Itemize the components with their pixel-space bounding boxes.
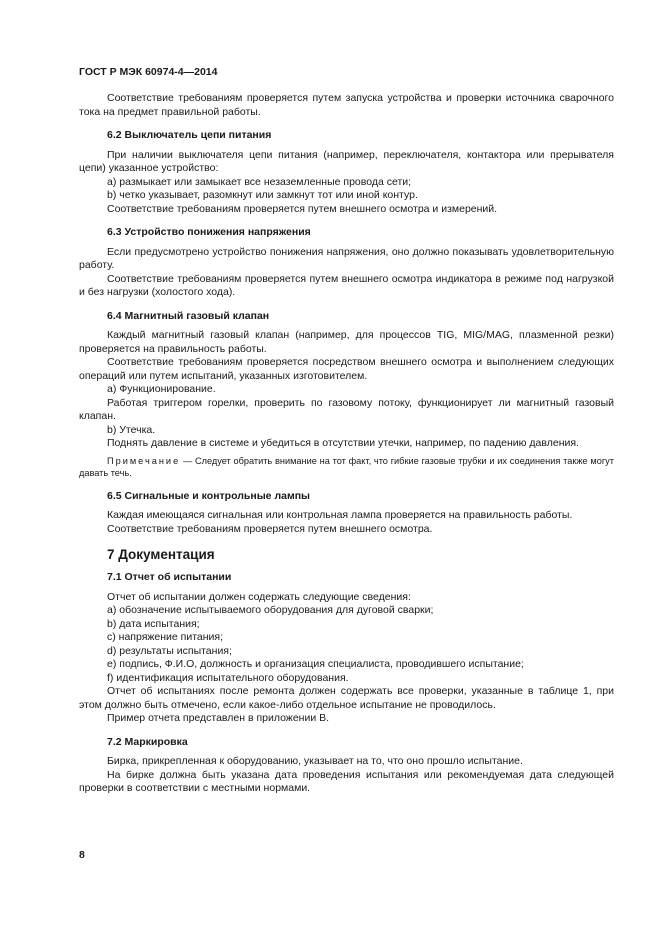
paragraph: Пример отчета представлен в приложении В. <box>107 712 330 724</box>
section-heading: 6.2 Выключатель цепи питания <box>107 129 272 141</box>
paragraph: Поднять давление в системе и убедиться в отсутствии утечки, например, по падению давления. <box>107 437 579 449</box>
list-item: a) размыкает или замыкает все незаземленные провода сети; <box>107 175 412 188</box>
list-item: e) подпись, Ф.И.О, должность и организация специалиста, проводившего испытание; <box>107 658 524 670</box>
section-heading: 7.1 Отчет об испытании <box>107 571 232 583</box>
page-number: 8 <box>79 849 85 861</box>
section-heading: 7.2 Маркировка <box>107 735 188 748</box>
document-body <box>79 92 614 796</box>
section-heading: 6.5 Сигнальные и контрольные лампы <box>107 489 311 502</box>
list-item: d) результаты испытания; <box>107 644 232 657</box>
list-item: f) идентификация испытательного оборудования. <box>107 671 349 684</box>
note <box>79 455 614 480</box>
paragraph: Соответствие требованиям проверяется путем внешнего осмотра и измерений. <box>107 202 498 215</box>
list-item: b) дата испытания; <box>107 617 200 630</box>
section-heading: 6.3 Устройство понижения напряжения <box>107 226 311 238</box>
paragraph: Бирка, прикрепленная к оборудованию, указывает на то, что оно прошло испытание. <box>107 755 523 767</box>
paragraph: Отчет об испытаниях после ремонта должен содержать все проверки, указанные в таблице 1, при этом должно быть отмечено, если какое-либо отдельное испытание не проводилось. <box>79 685 614 711</box>
paragraph: Если предусмотрено устройство понижения напряжения, оно должно показывать удовлетворительную работу. <box>79 245 614 271</box>
list-item: c) напряжение питания; <box>107 631 224 643</box>
paragraph: Соответствие требованиям проверяется путем внешнего осмотра. <box>107 522 433 535</box>
note-label: Примечание <box>107 455 181 466</box>
paragraph: Соответствие требованиям проверяется путем внешнего осмотра индикатора в режиме под нагрузкой и без нагрузки (холостого хода). <box>79 272 614 298</box>
paragraph: Соответствие требованиям проверяется посредством внешнего осмотра и выполнением следующих операций или путем испытаний, указанных изготовителем. <box>79 356 614 382</box>
list-item: b) четко указывает, разомкнут или замкнут тот или иной контур. <box>107 189 418 201</box>
paragraph: При наличии выключателя цепи питания (например, переключателя, контактора или прерывателя цепи) указанное устройство: <box>79 148 614 174</box>
list-item: a) обозначение испытываемого оборудования для дуговой сварки; <box>107 604 434 616</box>
paragraph: Отчет об испытании должен содержать следующие сведения: <box>107 590 411 603</box>
chapter-heading: 7 Документация <box>107 547 215 562</box>
list-item: b) Утечка. <box>107 423 156 436</box>
note-text: — Следует обратить внимание на тот факт, что гибкие газовые трубки и их соединения также могут давать течь. <box>79 455 614 478</box>
paragraph: Соответствие требованиям проверяется путем запуска устройства и проверки источника сварочного тока на предмет правильной работы. <box>79 92 614 118</box>
document-header: ГОСТ Р МЭК 60974-4—2014 <box>79 66 218 78</box>
paragraph: Каждая имеющаяся сигнальная или контрольная лампа проверяется на правильность работы. <box>107 509 573 521</box>
paragraph: Работая триггером горелки, проверить по газовому потоку, функционирует ли магнитный газовый клапан. <box>79 396 614 422</box>
list-item: a) Функционирование. <box>107 383 216 395</box>
section-heading: 6.4 Магнитный газовый клапан <box>107 309 270 322</box>
paragraph: На бирке должна быть указана дата проведения испытания или рекомендуемая дата следующей проверки в соответствии с местными нормами. <box>79 768 614 794</box>
paragraph: Каждый магнитный газовый клапан (например, для процессов TIG, MIG/MAG, плазменной резки) проверяется на правильность работы. <box>79 329 614 355</box>
